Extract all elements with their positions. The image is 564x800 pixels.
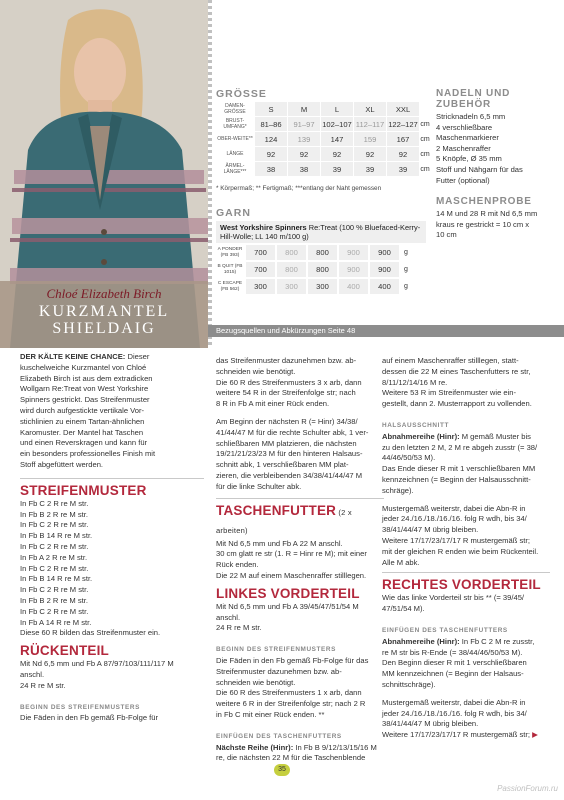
continue-arrow-icon: ▶: [532, 730, 538, 740]
text-line: anschl.: [216, 612, 241, 622]
text-line: Weitere 53 R im Streifenmuster wie ein-: [382, 388, 517, 398]
yarn-cell: 700: [246, 262, 275, 277]
text-line: Weitere 17/17/23/17/17 R mustergemäß str;: [382, 535, 531, 545]
yarn-unit: g: [404, 266, 408, 273]
yarn-color-label: A PONDER (FB 393): [217, 247, 243, 258]
text-line: In Fb C 2 R re M str.: [20, 585, 89, 595]
back-continued-text: [216, 356, 384, 410]
text-line: Das Ende dieser R mit 1 verschließbaren MM: [382, 464, 536, 474]
text-line: schließbaren MM platzieren, die nächsten: [216, 438, 357, 448]
text-line: Am Beginn der nächsten R (= Hinr) 34/38/: [216, 416, 358, 426]
size-table: [216, 101, 431, 177]
text-line: stichlinien zu einem Tartan-ähnlichen: [20, 416, 145, 426]
text-line: 2 Maschenraffer: [436, 143, 491, 153]
text-line: Mustergemäß weiterstr, dabei die Abn-R in: [382, 697, 526, 707]
text-line: In Fb C 2 R re M str.: [20, 563, 89, 573]
size-cell: 159: [353, 132, 386, 146]
text-line: Alle M abk.: [382, 557, 420, 567]
size-heading: GRÖSSE: [216, 88, 267, 100]
text-line: Wollgarn Re:Treat von West Yorkshire: [20, 384, 149, 394]
size-row: [216, 147, 431, 161]
size-row-label: BRUST-UMFANG*: [223, 118, 247, 130]
text-line: Streifenmuster dazunehmen bzw. ab-: [216, 666, 342, 676]
text-line: Die 60 R des Streifenmusters 1 x arb, dann: [216, 688, 362, 698]
text-line: In Fb C 2 R re M str.: [20, 520, 89, 530]
text-line: jeder 24./16./18./16./16. folg R wdh, bis 34/: [382, 514, 527, 524]
text-line: In Fb B 2 R re M str.: [20, 509, 88, 519]
size-cell: 92: [254, 147, 287, 161]
size-unit: cm: [420, 135, 430, 143]
text-line: schnitt abk, 1 verschließbaren MM plat-: [216, 460, 349, 470]
yarn-cell: 900: [370, 262, 399, 277]
text-line: In Fb C 2 R re M str.: [20, 606, 89, 616]
text-line: Stoff und Nähgarn für das: [436, 164, 523, 174]
size-row-label: OBER-WEITE**: [217, 136, 253, 142]
yarn-cell: 400: [339, 279, 368, 294]
intro-text: DER KÄLTE KEINE CHANCE: Dieser kuschelweiche Kurzmantel von Chloé Elizabeth Birch ist aus dem extradicken Wollgarn Re:Treat von West Yorkshire Spinners gestrickt. Das Streifenmuster wird durch aufgestickte vertikale Vor- stichlinien zu einem Tartan-ähnlichen Karomuster. Der Mantel hat Taschen und einen Reverskragen und kann für ein besonders professionelles Finish mit Stoff abgefüttert werden.: [20, 352, 156, 469]
right-front-heading: RECHTES VORDERTEIL: [382, 577, 541, 593]
right-front-text: [382, 593, 550, 615]
text-line: mit der gleichen R enden wie beim Rückenteil.: [382, 546, 539, 556]
text-line: anschl.: [20, 669, 45, 679]
text-line: Mit Nd 6,5 mm und Fb A 39/45/47/51/54 M: [216, 601, 359, 611]
begin-stripe-text-2: [216, 656, 384, 721]
column-1: [20, 352, 204, 724]
yarn-cell: 300: [277, 279, 306, 294]
text-line: In Fb C 2 R re M str.: [20, 498, 89, 508]
size-cell: M: [287, 102, 320, 116]
text-line: 41/44/47 M für die rechte Schulter abk, 1 ver-: [216, 427, 369, 437]
text-line: Weitere 17/17/23/17/17 R mustergemäß str;: [382, 730, 531, 740]
yarn-row: [216, 245, 426, 260]
neckline-text: Abnahmereihe (Hinr): M gemäß Muster bis zu den letzten 2 M, 2 M re abgeh zusstr (= 38/ 44/46/50/53 M). Das Ende dieser R mit 1 verschließbaren MM kennzeichnen (= Beginn der Halsausschnitt- schräge).: [382, 431, 538, 495]
yarn-cell: 800: [308, 245, 337, 260]
yarn-cell: 400: [370, 279, 399, 294]
text-line: In Fb A 2 R re M str.: [20, 552, 88, 562]
text-line: weitere 54 R in der Streifenfolge str; nach: [216, 388, 356, 398]
size-row-label: LÄNGE: [226, 151, 244, 157]
decorative-stripe: [208, 0, 212, 348]
insert-pocket-text-2: Abnahmereihe (Hinr): In Fb C 2 M re zusstr, re M str bis R-Ende (= 38/44/46/50/53 M). Den Beginn dieser R mit 1 verschließbaren MM kennzeichnen (= Beginn der Halsaus- schnittschräge).: [382, 636, 535, 689]
stripe-pattern-text: [20, 499, 204, 639]
size-cell: 39: [320, 162, 353, 176]
size-unit: cm: [420, 120, 430, 128]
text-line: 47/51/54 M).: [382, 604, 425, 614]
insert-pocket-subheading-2: EINFÜGEN DES TASCHENFUTTERS: [382, 626, 508, 634]
begin-stripe-text: [20, 713, 204, 724]
yarn-cell: 900: [339, 245, 368, 260]
text-line: Dieser: [125, 352, 150, 361]
size-cell: 91–97: [287, 117, 320, 131]
text-line: schneiden wie benötigt.: [216, 677, 296, 687]
yarn-cell: 800: [277, 245, 306, 260]
yarn-row: [216, 279, 426, 294]
text-line: ein besonders professionelles Finish mit: [20, 449, 156, 459]
text-line: 8/11/12/14/16 M re.: [382, 377, 448, 387]
size-cell: 92: [386, 147, 419, 161]
text-line: Elizabeth Birch ist aus dem extradicken: [20, 373, 153, 383]
yarn-cell: 300: [308, 279, 337, 294]
text-line: schneiden wie benötigt.: [216, 366, 296, 376]
text-line: 44/46/50/53 M).: [382, 453, 436, 463]
gauge-heading: MASCHENPROBE: [436, 196, 532, 207]
insert-pocket-subheading: EINFÜGEN DES TASCHENFUTTERS: [216, 732, 342, 740]
text-line: In Fb B 14 R re M str.: [20, 531, 93, 541]
text-line: 24 R re M str.: [20, 680, 66, 690]
left-front-text: [216, 602, 384, 634]
yarn-unit: g: [404, 249, 408, 256]
size-row: [216, 132, 431, 146]
text-line: MM kennzeichnen (= Beginn der Halsaus-: [382, 669, 524, 679]
pocket-lining-heading: TASCHENFUTTER (2 x arbeiten): [216, 502, 352, 535]
yarn-cell: 900: [339, 262, 368, 277]
text-line: Die Fäden in den Fb gemäß Fb-Folge für: [20, 713, 159, 723]
yarn-cell: 700: [246, 245, 275, 260]
yarn-color-label: C ESCAPE (FB 562): [217, 281, 243, 292]
size-cell: 92: [320, 147, 353, 161]
yarn-color-label: B QUIT (FB 1015): [217, 264, 243, 275]
size-cell: S: [254, 102, 287, 116]
pattern-title: KURZMANTEL SHIELDAIG: [38, 303, 170, 337]
text-line: 4 verschließbare: [436, 122, 493, 132]
size-cell: 147: [320, 132, 353, 146]
text-line: re M str bis R-Ende (= 38/44/46/50/53 M).: [382, 647, 523, 657]
text-line: zu den letzten 2 M, 2 M re abgeh zusstr (= 38/: [382, 442, 538, 452]
sources-bar: Bezugsquellen und Abkürzungen Seite 48: [208, 325, 564, 337]
text-line: Stricknadeln 6,5 mm: [436, 112, 506, 121]
yarn-unit: g: [404, 283, 408, 290]
text-line: Mit Nd 6,5 mm und Fb A 87/97/103/111/117 M: [20, 659, 174, 669]
text-line: In Fb B 2 R re M str.: [20, 595, 88, 605]
page-number: 35: [274, 764, 290, 776]
text-line: In Fb B 14 R re M str.: [20, 574, 93, 584]
gauge-text: [436, 209, 537, 241]
title-band: [0, 281, 208, 348]
text-line: Karomuster. Der Mantel hat Taschen: [20, 427, 144, 437]
size-unit: cm: [420, 150, 430, 158]
text-line: Die 22 M auf einem Maschenraffer stilllegen.: [216, 570, 367, 580]
stripe-pattern-heading: STREIFENMUSTER: [20, 482, 147, 498]
text-line: 38/41/44/47 M übrig bleiben.: [382, 525, 479, 535]
size-cell: 122–127: [386, 117, 419, 131]
text-line: schräge).: [382, 485, 414, 495]
pocket-insert-continued: [382, 356, 550, 410]
size-cell: 81–86: [254, 117, 287, 131]
text-line: kennzeichnen (= Beginn der Halsausschnitt-: [382, 474, 531, 484]
size-unit: [419, 102, 431, 116]
shoulder-text: [216, 417, 384, 493]
yarn-cell: 800: [308, 262, 337, 277]
designer-name: Chloé Elizabeth Birch: [46, 286, 162, 301]
size-cell: 92: [287, 147, 320, 161]
size-cell: 139: [287, 132, 320, 146]
column-2: [216, 356, 384, 764]
text-line: weitere 6 R in der Streifenfolge str; nach 2 R: [216, 699, 366, 709]
text-line: schnittschräge).: [382, 679, 436, 689]
text-line: re, die nächsten 22 M für die Taschenblende: [216, 753, 366, 763]
yarn-heading: GARN: [216, 207, 251, 219]
left-front-heading: LINKES VORDERTEIL: [216, 585, 360, 601]
text-line: Futter (optional): [436, 175, 490, 185]
needles-heading: NADELN UND ZUBEHÖR: [436, 88, 511, 110]
size-cell: XXL: [386, 102, 419, 116]
yarn-cell: 300: [246, 279, 275, 294]
text-line: 10 cm: [436, 230, 457, 240]
text-line: In Fb C 2 R re M str.: [20, 541, 89, 551]
watermark: PassionForum.ru: [497, 784, 558, 793]
text-line: 38/41/44/47 M übrig bleiben.: [382, 719, 479, 729]
begin-stripe-subheading-2: BEGINN DES STREIFENMUSTERS: [216, 646, 336, 654]
size-unit: cm: [420, 165, 430, 173]
size-cell: 102–107: [320, 117, 353, 131]
text-line: Maschenmarkierer: [436, 133, 499, 143]
neckline-subheading: HALSAUSSCHNITT: [382, 421, 449, 429]
text-line: jeder 24./16./18./16./16. folg R wdh, bis 34/: [382, 708, 527, 718]
size-row-label: ÄRMEL-LÄNGE***: [223, 163, 247, 175]
text-line: in Fb C mit einer Rück enden. **: [216, 709, 325, 719]
text-line: In Fb C 2 M re zusstr,: [459, 636, 535, 646]
text-line: 8 R in Fb A mit einer Rück enden.: [216, 399, 330, 409]
yarn-cell: 800: [277, 262, 306, 277]
text-line: 30 cm glatt re str (1. R = Hinr re M); mit einer: [216, 549, 367, 559]
size-cell: 92: [353, 147, 386, 161]
text-line: dessen die 22 M eines Taschenfutters re str,: [382, 366, 531, 376]
text-line: gestellt, dann 2. Musterrapport zu vollenden.: [382, 399, 532, 409]
yarn-table: [216, 221, 426, 322]
size-cell: 38: [287, 162, 320, 176]
right-front-end-text: [382, 698, 550, 741]
back-text: [20, 659, 204, 691]
begin-stripe-subheading: BEGINN DES STREIFENMUSTERS: [20, 703, 140, 711]
text-line: Die 60 R des Streifenmusters 3 x arb, dann: [216, 377, 362, 387]
text-line: für die linke Schulter abk.: [216, 481, 302, 491]
text-line: 19/21/21/23/23 M für den hinteren Halsaus-: [216, 449, 363, 459]
size-cell: XL: [353, 102, 386, 116]
text-line: Wie das linke Vorderteil str bis ** (= 39/45/: [382, 593, 525, 603]
size-cell: 124: [254, 132, 287, 146]
yarn-description: West Yorkshire Spinners Re:Treat (100 % Bluefaced-Kerry-Hill-Wolle; LL 140 m/100 g): [216, 221, 426, 243]
yarn-row: [216, 262, 426, 277]
text-line: 24 R re M str.: [216, 623, 262, 633]
text-line: und einen Reverskragen und kann für: [20, 438, 148, 448]
text-line: Den Beginn dieser R mit 1 verschließbaren: [382, 658, 527, 668]
text-line: Spinners gestrickt. Das Streifenmuster: [20, 395, 150, 405]
size-row: [216, 117, 431, 131]
pocket-lining-text: [216, 539, 384, 582]
text-line: Stoff abgefüttert werden.: [20, 459, 104, 469]
neckline-continued: [382, 504, 550, 569]
text-line: auf einem Maschenraffer stilllegen, statt-: [382, 356, 519, 365]
text-line: kraus re gestrickt = 10 cm x: [436, 219, 530, 229]
back-heading: RÜCKENTEIL: [20, 643, 109, 659]
text-line: Die Fäden in den Fb gemäß Fb-Folge für das: [216, 655, 369, 665]
size-row-label: DAMEN-GRÖSSE: [224, 103, 246, 115]
size-cell: 38: [254, 162, 287, 176]
text-line: Rück enden.: [216, 560, 259, 570]
size-footnote: * Körpermaß; ** Fertigmaß; ***entlang der Naht gemessen: [216, 185, 382, 192]
text-line: Mustergemäß weiterstr, dabei die Abn-R in: [382, 503, 526, 513]
insert-pocket-text: Nächste Reihe (Hinr): In Fb B 9/12/13/15/16 M re, die nächsten 22 M für die Taschenblende: [216, 742, 377, 763]
size-cell: 112–117: [353, 117, 386, 131]
text-line: 5 Knöpfe, Ø 35 mm: [436, 154, 502, 164]
text-line: In Fb A 14 R re M str.: [20, 617, 92, 627]
size-cell: 167: [386, 132, 419, 146]
needles-list: [436, 112, 523, 186]
text-line: das Streifenmuster dazunehmen bzw. ab-: [216, 356, 357, 365]
text-line: M gemäß Muster bis: [459, 431, 531, 441]
text-line: Mit Nd 6,5 mm und Fb A 22 M anschl.: [216, 538, 343, 548]
text-line: zieren, die verbleibenden 34/38/41/44/47 M: [216, 470, 363, 480]
size-row: [216, 162, 431, 176]
size-cell: L: [320, 102, 353, 116]
text-line: 14 M und 28 R mit Nd 6,5 mm: [436, 209, 538, 218]
yarn-cell: 900: [370, 245, 399, 260]
text-line: wird durch aufgestickte vertikale Vor-: [20, 405, 145, 415]
text-line: kuschelweiche Kurzmantel von Chloé: [20, 362, 147, 372]
text-line: Diese 60 R bilden das Streifenmuster ein.: [20, 628, 161, 638]
size-row: [216, 102, 431, 116]
text-line: In Fb B 9/12/13/15/16 M: [293, 742, 377, 752]
column-3: [382, 356, 550, 741]
size-cell: 39: [353, 162, 386, 176]
size-cell: 39: [386, 162, 419, 176]
